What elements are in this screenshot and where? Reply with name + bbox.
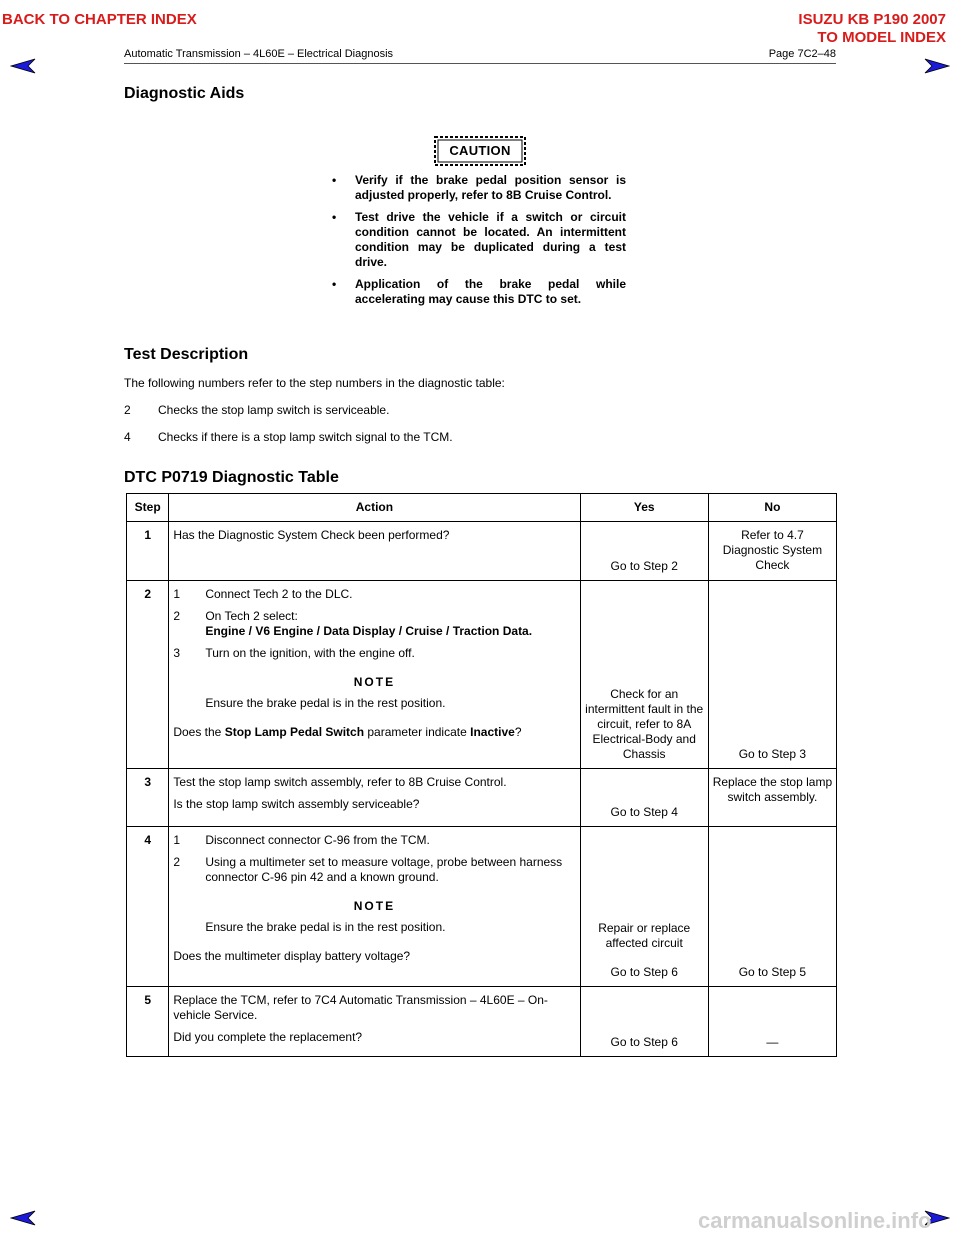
substep-number: 1 bbox=[173, 833, 180, 847]
page-number: Page 7C2–48 bbox=[768, 48, 836, 60]
bullet-icon: • bbox=[332, 173, 337, 187]
parameter-value: Inactive bbox=[470, 725, 515, 739]
action-question bbox=[173, 725, 575, 740]
table-row bbox=[127, 581, 837, 769]
watermark: carmanualsonline.info bbox=[698, 1208, 932, 1233]
column-header-action: Action bbox=[169, 494, 580, 522]
action-substep bbox=[173, 833, 575, 848]
item-number: 4 bbox=[124, 430, 131, 444]
item-text: Checks if there is a stop lamp switch signal to the TCM. bbox=[158, 430, 453, 444]
no-cell: Go to Step 3 bbox=[708, 581, 836, 769]
bullet-icon: • bbox=[332, 210, 337, 224]
substep-text: Turn on the ignition, with the engine off. bbox=[205, 646, 415, 660]
table-row bbox=[127, 827, 837, 987]
back-to-chapter-index-link[interactable]: BACK TO CHAPTER INDEX bbox=[2, 11, 197, 28]
diagnostic-table bbox=[126, 493, 837, 1057]
tech2-menu-path: Engine / V6 Engine / Data Display / Cruise / Traction Data. bbox=[205, 624, 533, 638]
substep-text: Connect Tech 2 to the DLC. bbox=[205, 587, 353, 601]
substep-text: Disconnect connector C-96 from the TCM. bbox=[205, 833, 430, 847]
substep-number: 2 bbox=[173, 855, 180, 869]
substep-number: 3 bbox=[173, 646, 180, 660]
test-description-intro: The following numbers refer to the step numbers in the diagnostic table: bbox=[124, 376, 505, 390]
previous-page-arrow-icon[interactable] bbox=[10, 1210, 36, 1226]
action-substep bbox=[173, 587, 575, 602]
yes-result-top: Repair or replace affected circuit bbox=[598, 921, 691, 950]
action-cell bbox=[169, 987, 580, 1057]
no-cell: Refer to 4.7 Diagnostic System Check bbox=[708, 522, 836, 581]
no-cell: — bbox=[708, 987, 836, 1057]
no-cell: Go to Step 5 bbox=[708, 827, 836, 987]
item-number: 2 bbox=[124, 403, 131, 417]
caution-badge bbox=[433, 134, 527, 168]
substep-text: Using a multimeter set to measure voltage, probe between harness connector C-96 pin 42 and a known ground. bbox=[205, 855, 563, 884]
yes-cell: Go to Step 2 bbox=[580, 522, 708, 581]
test-description-heading: Test Description bbox=[124, 346, 249, 363]
next-page-arrow-icon[interactable] bbox=[924, 58, 950, 74]
action-question: Has the Diagnostic System Check been performed? bbox=[173, 528, 450, 542]
diagnostic-aids-heading: Diagnostic Aids bbox=[124, 85, 245, 102]
step-number: 1 bbox=[127, 522, 169, 581]
yes-cell: Go to Step 6 bbox=[580, 987, 708, 1057]
action-question: Is the stop lamp switch assembly serviceable? bbox=[173, 797, 420, 811]
table-row bbox=[127, 769, 837, 827]
step-number: 3 bbox=[127, 769, 169, 827]
table-row bbox=[127, 522, 837, 581]
step-number: 4 bbox=[127, 827, 169, 987]
caution-bullet-text: Application of the brake pedal while accelerating may cause this DTC to set. bbox=[355, 277, 626, 306]
column-header-step: Step bbox=[127, 494, 169, 522]
header-divider bbox=[124, 63, 836, 64]
caution-bullet-text: Test drive the vehicle if a switch or circuit condition cannot be located. An intermittent condition may be duplicated during a test drive. bbox=[355, 210, 626, 269]
question-text: ? bbox=[514, 725, 522, 739]
caution-label: CAUTION bbox=[449, 143, 511, 158]
column-header-yes: Yes bbox=[580, 494, 708, 522]
action-cell bbox=[169, 769, 580, 827]
step-number: 5 bbox=[127, 987, 169, 1057]
action-instruction: Replace the TCM, refer to 7C4 Automatic Transmission – 4L60E – On-vehicle Service. bbox=[173, 993, 548, 1022]
item-text: Checks the stop lamp switch is serviceable. bbox=[158, 403, 390, 417]
action-instruction: Test the stop lamp switch assembly, refer to 8B Cruise Control. bbox=[173, 775, 507, 789]
action-cell bbox=[169, 827, 580, 987]
caution-bullet bbox=[332, 173, 626, 203]
section-header: Automatic Transmission – 4L60E – Electrical Diagnosis bbox=[124, 48, 394, 60]
caution-bullet-text: Verify if the brake pedal position sensor is adjusted properly, refer to 8B Cruise Control. bbox=[355, 173, 626, 202]
action-question: Did you complete the replacement? bbox=[173, 1030, 363, 1044]
yes-cell: Check for an intermittent fault in the circuit, refer to 8A Electrical-Body and Chassis bbox=[580, 581, 708, 769]
question-text: Does the bbox=[173, 725, 225, 739]
caution-bullet-list bbox=[332, 173, 626, 314]
substep-number: 2 bbox=[173, 609, 180, 623]
yes-cell bbox=[580, 827, 708, 987]
action-question: Does the multimeter display battery voltage? bbox=[173, 949, 411, 963]
previous-page-arrow-icon[interactable] bbox=[10, 58, 36, 74]
test-description-item bbox=[124, 403, 724, 419]
diagnostic-table-heading: DTC P0719 Diagnostic Table bbox=[124, 469, 339, 486]
note-body: Ensure the brake pedal is in the rest position. bbox=[205, 696, 446, 710]
caution-bullet bbox=[332, 277, 626, 307]
note-title: NOTE bbox=[353, 899, 396, 913]
step-number: 2 bbox=[127, 581, 169, 769]
yes-result: Go to Step 6 bbox=[610, 965, 678, 979]
table-row bbox=[127, 987, 837, 1057]
to-model-index-link[interactable]: TO MODEL INDEX bbox=[817, 29, 946, 46]
parameter-name: Stop Lamp Pedal Switch bbox=[224, 725, 365, 739]
note-body: Ensure the brake pedal is in the rest position. bbox=[205, 920, 446, 934]
caution-bullet bbox=[332, 210, 626, 270]
test-description-item bbox=[124, 430, 724, 446]
action-substep bbox=[173, 646, 575, 661]
substep-number: 1 bbox=[173, 587, 180, 601]
question-text: parameter indicate bbox=[364, 725, 471, 739]
no-cell: Replace the stop lamp switch assembly. bbox=[708, 769, 836, 827]
column-header-no: No bbox=[708, 494, 836, 522]
substep-text: On Tech 2 select: bbox=[205, 609, 298, 623]
action-substep bbox=[173, 609, 575, 639]
note-title: NOTE bbox=[353, 675, 396, 689]
action-substep bbox=[173, 855, 575, 885]
yes-cell: Go to Step 4 bbox=[580, 769, 708, 827]
table-header-row bbox=[127, 494, 837, 522]
model-title-link[interactable]: ISUZU KB P190 2007 bbox=[798, 11, 946, 28]
action-cell bbox=[169, 522, 580, 581]
action-cell bbox=[169, 581, 580, 769]
bullet-icon: • bbox=[332, 277, 337, 291]
